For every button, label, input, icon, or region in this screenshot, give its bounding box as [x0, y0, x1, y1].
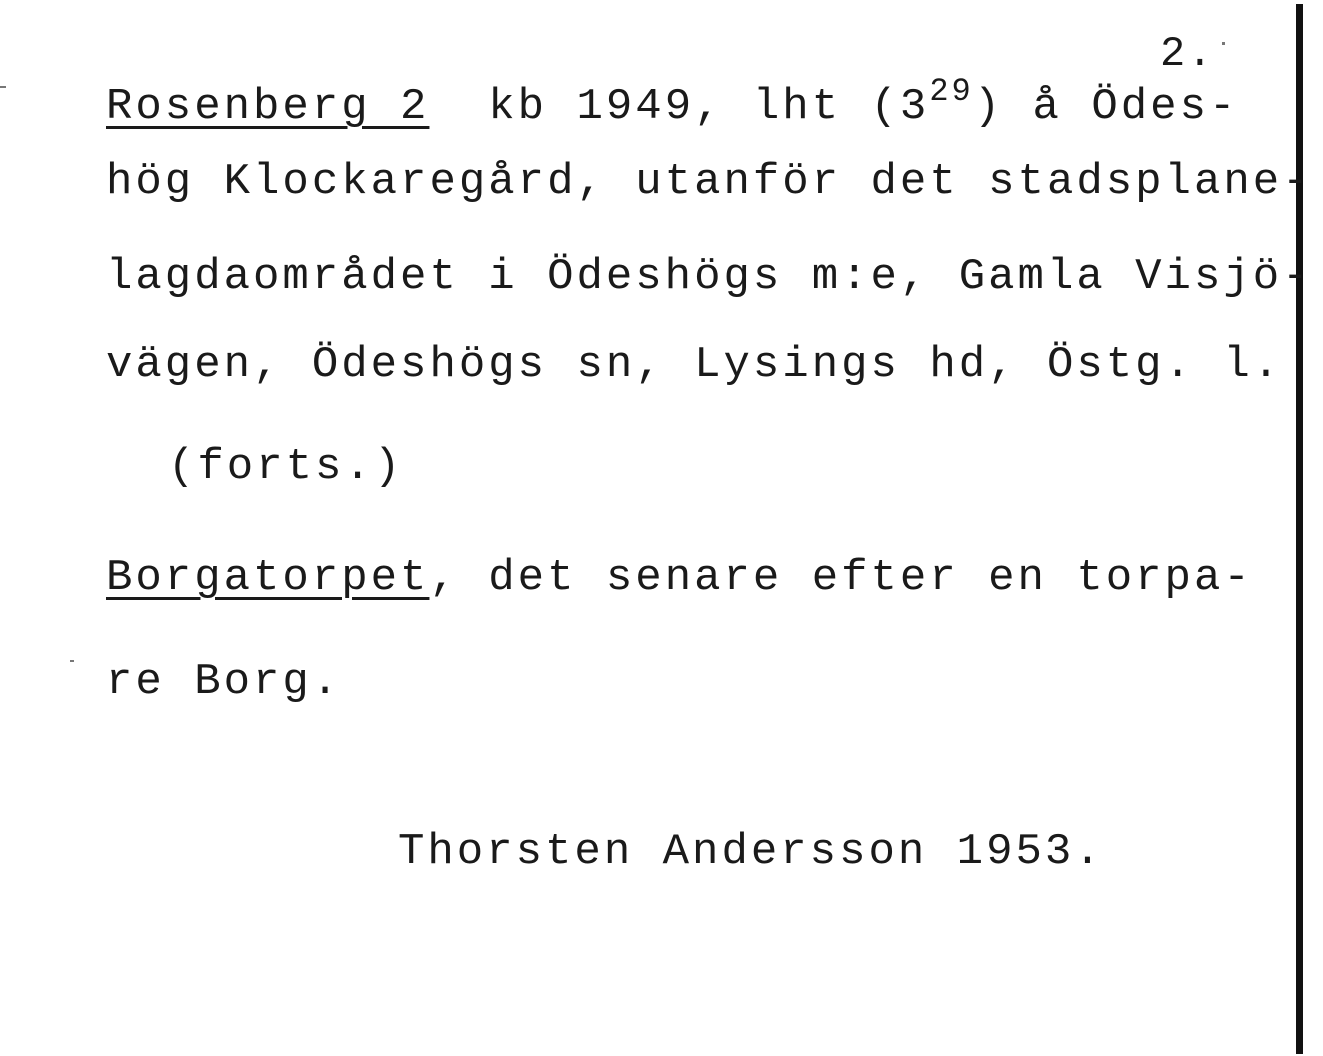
ink-speck	[70, 660, 74, 662]
headword-borgatorpet: Borgatorpet	[106, 553, 430, 603]
card-line-4: vägen, Ödeshögs sn, Lysings hd, Östg. l.	[106, 340, 1283, 390]
card-line-7: re Borg.	[106, 657, 342, 707]
headword-rosenberg: Rosenberg 2	[106, 82, 430, 132]
ink-speck	[1222, 42, 1225, 45]
line-1-text-a: kb 1949, lht (3	[429, 82, 930, 132]
card-line-1	[106, 73, 1239, 132]
superscript: 29	[929, 73, 974, 110]
continued-note: (forts.)	[168, 442, 404, 492]
card-line-3: lagdaområdet i Ödeshögs m:e, Gamla Visjö-	[106, 252, 1312, 302]
page-number: 2.	[1160, 30, 1215, 78]
ink-speck	[0, 86, 6, 88]
line-1-text-b: ) å Ödes-	[973, 82, 1239, 132]
author-signature: Thorsten Andersson 1953.	[398, 827, 1104, 877]
line-6-text: , det senare efter en torpa-	[429, 553, 1253, 603]
card-line-6	[106, 553, 1253, 603]
card-line-2: hög Klockaregård, utanför det stadsplane-	[106, 157, 1312, 207]
